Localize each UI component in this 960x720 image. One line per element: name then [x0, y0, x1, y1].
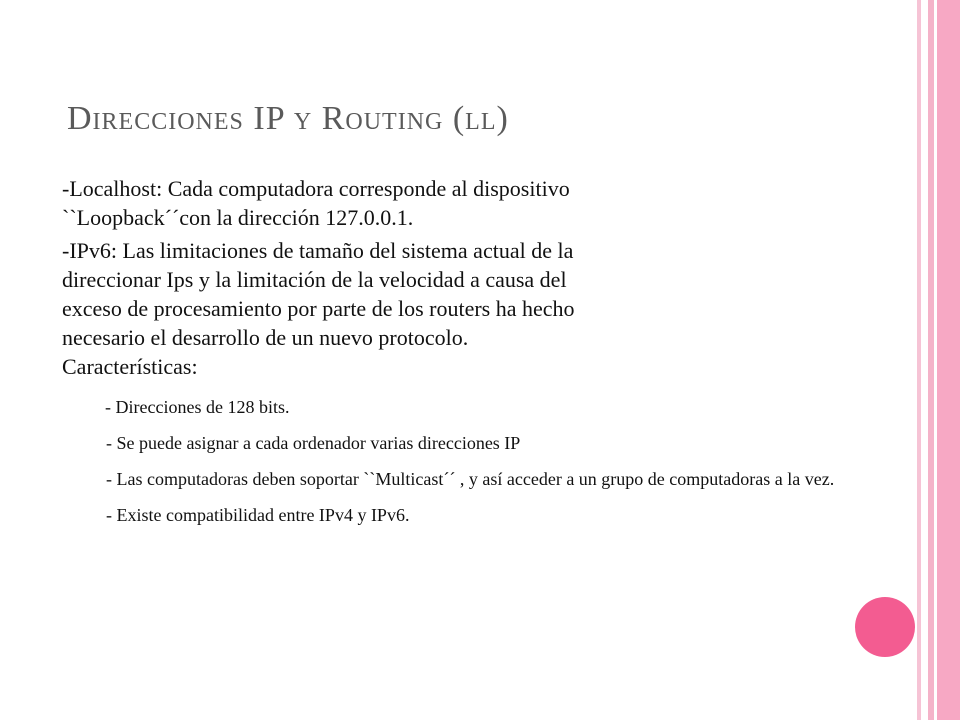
feature-item: - Direcciones de 128 bits.	[105, 397, 290, 417]
decorative-stripe	[937, 0, 960, 720]
localhost-line-2: ``Loopback´´con la dirección 127.0.0.1.	[62, 205, 414, 230]
slide-title: Direcciones IP y Routing (ll)	[67, 100, 509, 137]
ipv6-line-1: -IPv6: Las limitaciones de tamaño del sistema actual de la	[62, 238, 574, 263]
feature-item: - Las computadoras deben soportar ``Multicast´´ , y así acceder a un grupo de computadoras a la vez.	[106, 469, 835, 489]
localhost-line-1: -Localhost: Cada computadora corresponde al dispositivo	[62, 176, 570, 201]
feature-item: - Existe compatibilidad entre IPv4 y IPv6.	[106, 505, 410, 525]
ipv6-line-3: exceso de procesamiento por parte de los routers ha hecho	[62, 296, 575, 321]
feature-item: - Se puede asignar a cada ordenador varias direcciones IP	[106, 433, 521, 453]
ipv6-paragraph	[62, 236, 842, 381]
ipv6-line-4: necesario el desarrollo de un nuevo protocolo.	[62, 325, 469, 350]
ipv6-line-2: direccionar Ips y la limitación de la velocidad a causa del	[62, 267, 567, 292]
decorative-stripe-gap	[921, 0, 928, 720]
localhost-paragraph	[62, 174, 842, 232]
ipv6-line-5: Características:	[62, 354, 198, 379]
accent-circle	[855, 597, 915, 657]
slide-body	[62, 174, 842, 528]
